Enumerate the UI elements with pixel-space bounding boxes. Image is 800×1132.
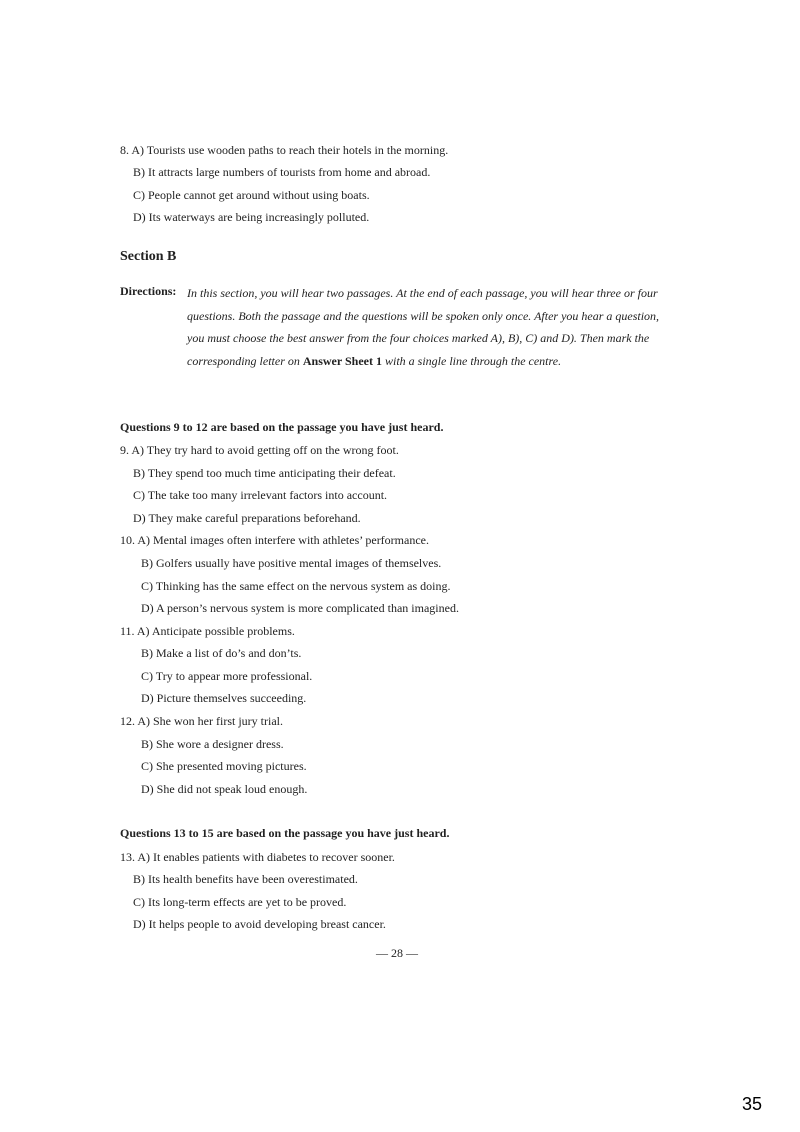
q12-option-c: C) She presented moving pictures. — [141, 759, 307, 773]
q11-option-a: 11. A) Anticipate possible problems. — [120, 624, 295, 638]
q12-option-b: B) She wore a designer dress. — [141, 737, 284, 751]
page-number: 35 — [741, 1094, 762, 1114]
answer-sheet-label: Answer Sheet 1 — [302, 353, 382, 368]
directions-text-part-2: with a single line through the centre. — [381, 353, 562, 368]
q12-option-d: D) She did not speak loud enough. — [141, 782, 308, 796]
q13-option-d: D) It helps people to avoid developing breast cancer. — [133, 917, 386, 931]
q8-option-c: C) People cannot get around without using boats. — [133, 188, 370, 202]
q10-option-c: C) Thinking has the same effect on the nervous system as doing. — [141, 579, 451, 593]
q11-option-b: B) Make a list of do’s and don’ts. — [141, 646, 302, 660]
page-footer: — 28 — — [376, 946, 418, 960]
group-heading-9-12: Questions 9 to 12 are based on the passage you have just heard. — [120, 420, 444, 434]
directions-text-part-1: In this section, you will hear two passages. At the end of each passage, you will hear three or four questions. Both the passage and the questions will be spoken only once. After you hear a question, you must choose the best answer from the four choices marked A), B), C) and D). Then mark the corresponding letter on — [187, 286, 660, 368]
q13-option-c: C) Its long-term effects are yet to be proved. — [133, 895, 347, 909]
q10-option-a: 10. A) Mental images often interfere with athletes’ performance. — [120, 533, 429, 547]
section-title: Section B — [120, 249, 177, 264]
q12-option-a: 12. A) She won her first jury trial. — [120, 714, 283, 728]
q11-option-c: C) Try to appear more professional. — [141, 669, 313, 683]
q9-option-c: C) The take too many irrelevant factors into account. — [133, 488, 388, 502]
directions-label: Directions: — [120, 284, 177, 298]
q13-option-a: 13. A) It enables patients with diabetes to recover sooner. — [120, 850, 395, 864]
group-heading-13-15: Questions 13 to 15 are based on the passage you have just heard. — [120, 826, 450, 840]
q9-option-d: D) They make careful preparations beforehand. — [133, 511, 361, 525]
directions-text — [187, 282, 679, 372]
q8-option-a: 8. A) Tourists use wooden paths to reach their hotels in the morning. — [120, 143, 449, 157]
q10-option-b: B) Golfers usually have positive mental images of themselves. — [141, 556, 442, 570]
q13-option-b: B) Its health benefits have been overestimated. — [133, 872, 358, 886]
q8-option-b: B) It attracts large numbers of tourists from home and abroad. — [133, 165, 431, 179]
q11-option-d: D) Picture themselves succeeding. — [141, 691, 307, 705]
q9-option-a: 9. A) They try hard to avoid getting off on the wrong foot. — [120, 443, 399, 457]
q10-option-d: D) A person’s nervous system is more complicated than imagined. — [141, 601, 459, 615]
q9-option-b: B) They spend too much time anticipating their defeat. — [133, 466, 396, 480]
q8-option-d: D) Its waterways are being increasingly polluted. — [133, 210, 370, 224]
